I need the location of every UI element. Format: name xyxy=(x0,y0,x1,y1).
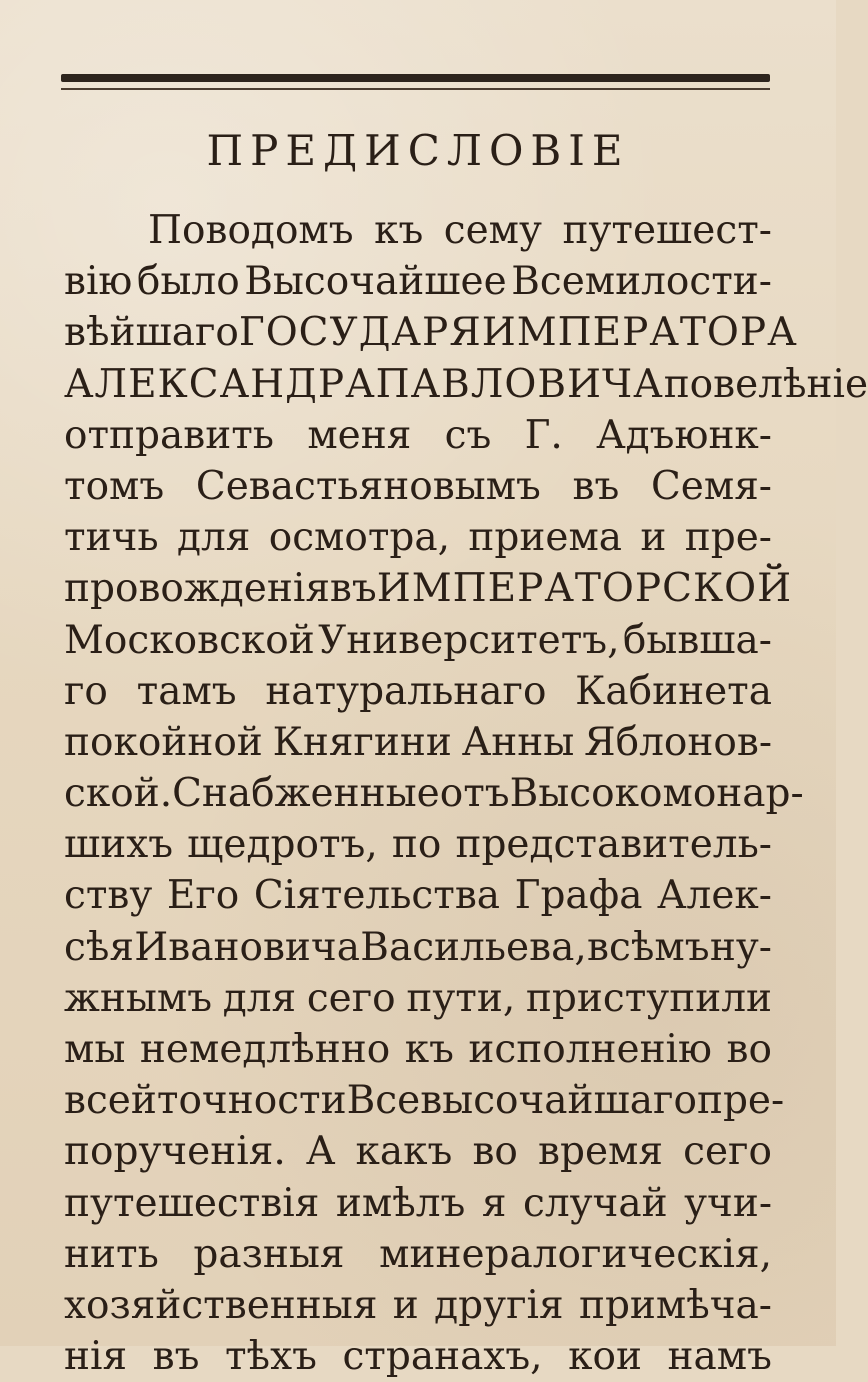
word: повелѣніе xyxy=(663,361,868,407)
word: нить xyxy=(64,1231,159,1277)
word: ИМПЕРАТОРСКОЙ xyxy=(376,566,793,612)
word: А xyxy=(305,1129,336,1175)
word: АЛЕКСАНДРА xyxy=(64,361,376,407)
word: нія xyxy=(64,1334,128,1380)
text-line xyxy=(64,307,798,358)
text-line xyxy=(64,512,772,563)
word: время xyxy=(538,1129,663,1175)
word: странахъ, xyxy=(342,1334,543,1380)
text-line xyxy=(64,410,772,461)
word: пре- xyxy=(684,515,772,561)
word: для xyxy=(176,515,251,561)
word: Ивановича xyxy=(134,924,360,970)
text-line xyxy=(64,256,772,307)
text-line xyxy=(64,359,868,410)
word: путешест- xyxy=(562,208,772,253)
text-line xyxy=(64,1024,772,1075)
word: другія xyxy=(434,1282,564,1328)
word: и xyxy=(392,1282,419,1328)
word: Московской xyxy=(64,617,315,663)
word: я xyxy=(481,1180,507,1226)
word: хозяйственныя xyxy=(64,1282,378,1328)
word: было xyxy=(136,259,240,305)
word: Всевысочайшаго xyxy=(346,1078,697,1124)
word: учи- xyxy=(684,1180,772,1226)
word: всѣмъ xyxy=(587,924,710,970)
text-line xyxy=(64,1178,772,1229)
text-line xyxy=(64,461,772,512)
word: томъ xyxy=(64,463,165,509)
word: въ xyxy=(152,1334,200,1380)
word: тичь xyxy=(64,515,159,561)
word: порученія. xyxy=(64,1129,286,1175)
text-line xyxy=(64,1331,772,1382)
word: сего xyxy=(683,1129,772,1175)
word: пре- xyxy=(696,1078,785,1124)
word: Анны xyxy=(461,719,575,765)
word: осмотра, xyxy=(268,515,451,561)
word: Графа xyxy=(514,873,643,919)
top-rule-thin xyxy=(61,88,770,90)
word: во xyxy=(472,1129,518,1175)
page-title: ПРЕДИСЛОВІЕ xyxy=(206,126,630,175)
word: ИМПЕРАТОРА xyxy=(481,310,798,356)
text-line xyxy=(64,768,804,819)
word: ской. xyxy=(64,771,173,817)
word: бывша- xyxy=(622,617,772,663)
word: провожденія xyxy=(64,566,330,612)
word: случай xyxy=(522,1180,668,1226)
text-line xyxy=(64,205,772,256)
word: съ xyxy=(444,412,492,458)
word: въ xyxy=(329,566,377,612)
word: шихъ xyxy=(64,822,174,868)
word: Васильева, xyxy=(360,924,587,970)
word: къ xyxy=(374,208,424,253)
word: представитель- xyxy=(455,822,772,868)
word: Университетъ, xyxy=(318,617,620,663)
word: примѣча- xyxy=(578,1282,772,1328)
word: и xyxy=(640,515,667,561)
word: Сіятельства xyxy=(253,873,501,919)
word: отправить xyxy=(64,412,275,458)
word: Севастьяновымъ xyxy=(195,463,541,509)
word: ГОСУДАРЯ xyxy=(238,310,482,356)
word: сѣя xyxy=(64,924,134,970)
word: намъ xyxy=(667,1334,772,1380)
word: путешествія xyxy=(64,1180,320,1226)
text-line xyxy=(64,1280,772,1331)
word: щедротъ, xyxy=(187,822,378,868)
word: пути, xyxy=(406,975,516,1021)
word: имѣлъ xyxy=(335,1180,466,1226)
word: немедлѣнно xyxy=(139,1027,391,1072)
word: сему xyxy=(443,208,542,253)
top-rule xyxy=(61,74,770,82)
word: вію xyxy=(64,259,133,305)
word: мы xyxy=(64,1027,126,1072)
word: Адъюнк- xyxy=(596,412,772,458)
text-line xyxy=(64,1126,772,1177)
word: меня xyxy=(307,412,412,458)
text-line xyxy=(64,563,793,614)
word: всей xyxy=(64,1078,157,1124)
word: ну- xyxy=(709,924,772,970)
word: Яблонов- xyxy=(584,719,772,765)
word: въ xyxy=(572,463,620,509)
word: во xyxy=(726,1027,772,1072)
word: Кабинета xyxy=(575,668,772,714)
word: ству xyxy=(64,873,153,919)
preface-text xyxy=(64,205,868,1382)
word: покойной xyxy=(64,719,263,765)
word: Высокомонар- xyxy=(509,771,804,817)
word: Княгини xyxy=(272,719,452,765)
word: натуральнаго xyxy=(265,668,547,714)
text-line xyxy=(64,973,772,1024)
text-line xyxy=(64,1229,772,1280)
text-line xyxy=(64,666,772,717)
text-line xyxy=(64,870,772,921)
word: минералогическія, xyxy=(379,1231,772,1277)
word: приема xyxy=(468,515,623,561)
word: Алек- xyxy=(657,873,772,919)
word: тамъ xyxy=(136,668,237,714)
word: Всемилости- xyxy=(511,259,772,305)
word: приступили xyxy=(525,975,772,1021)
word: жнымъ xyxy=(64,975,213,1021)
text-line xyxy=(64,1075,785,1126)
text-line xyxy=(64,819,772,870)
word: сего xyxy=(306,975,396,1021)
word: ПАВЛОВИЧА xyxy=(375,361,664,407)
word: исполненію xyxy=(468,1027,712,1072)
text-line xyxy=(64,717,772,768)
word: Высочайшее xyxy=(244,259,507,305)
word: по xyxy=(391,822,442,868)
word: какъ xyxy=(355,1129,453,1175)
word: Снабженные xyxy=(172,771,440,817)
word: тѣхъ xyxy=(224,1334,317,1380)
text-line xyxy=(64,922,772,973)
word: Г. xyxy=(524,412,563,458)
word: отъ xyxy=(439,771,510,817)
word: Его xyxy=(166,873,240,919)
word: кои xyxy=(568,1334,642,1380)
word: Поводомъ xyxy=(148,208,354,253)
word: го xyxy=(64,668,108,714)
word: вѣйшаго xyxy=(64,310,239,356)
word: Семя- xyxy=(650,463,772,509)
word: для xyxy=(222,975,297,1021)
word: точности xyxy=(156,1078,347,1124)
word: разныя xyxy=(193,1231,345,1277)
word: къ xyxy=(404,1027,454,1072)
text-line xyxy=(64,615,772,666)
